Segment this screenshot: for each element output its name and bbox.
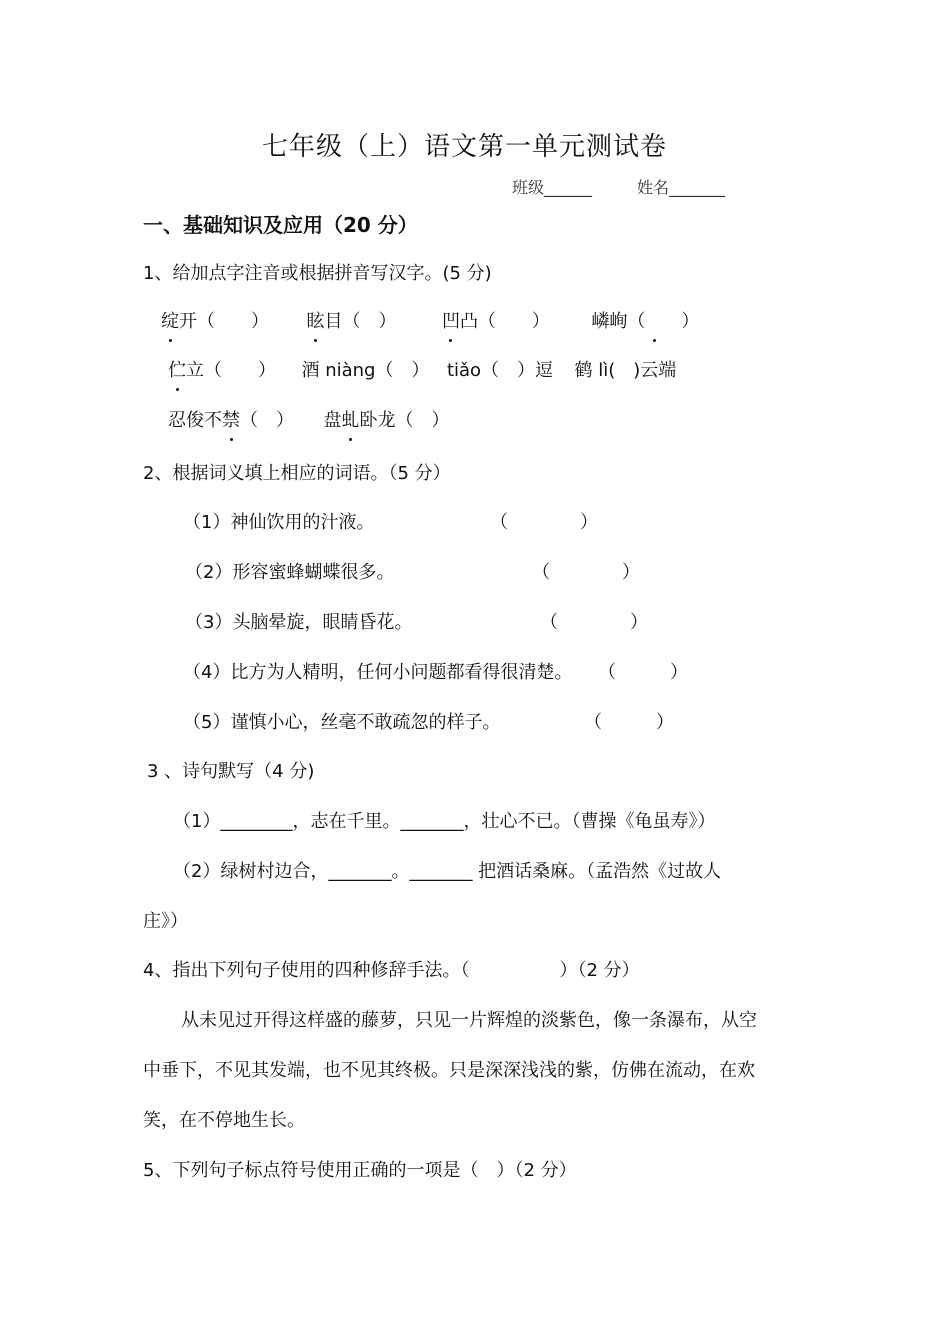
name-field[interactable]: 姓名_______	[637, 178, 726, 197]
q4-paragraph-line: 从未见过开得这样盛的藤萝，只见一片辉煌的淡紫色，像一条瀑布，从空	[181, 1010, 757, 1031]
page-title: 七年级（上）语文第一单元测试卷	[262, 132, 668, 162]
q2-item-text: （2）形容蜜蜂蝴蝶很多。	[185, 562, 395, 583]
dotted-char: 伫	[168, 360, 186, 381]
q1-row1	[161, 310, 699, 334]
q2-item-blank[interactable]: （ ）	[540, 612, 648, 633]
q2-item-text: （3）头脑晕旋，眼睛昏花。	[185, 612, 413, 633]
q1-word10	[323, 410, 449, 431]
q4-heading: 4、指出下列句子使用的四种修辞手法。（ ）（2 分）	[143, 960, 640, 981]
q5-heading: 5、下列句子标点符号使用正确的一项是（ ）（2 分）	[143, 1160, 577, 1181]
dotted-char: 眩	[306, 311, 325, 332]
q2-item-blank[interactable]: （ ）	[490, 512, 598, 533]
q4-paragraph-line: 笑，在不停地生长。	[143, 1110, 305, 1131]
dotted-char: 凹	[441, 311, 460, 332]
dotted-char: 禁	[222, 410, 240, 431]
q1-word4	[591, 311, 699, 332]
word-start: 盘	[323, 410, 342, 431]
word-rest: 开（ ）	[179, 311, 269, 332]
section-heading: 一、基础知识及应用（20 分）	[143, 213, 418, 237]
q4-paragraph-line: 中垂下，不见其发端，也不见其终极。只是深深浅浅的紫，仿佛在流动，在欢	[143, 1060, 755, 1081]
q1-heading: 1、给加点字注音或根据拼音写汉字。(5 分)	[143, 263, 492, 284]
word-start: 嶙	[591, 311, 610, 332]
q2-item-blank[interactable]: （ ）	[584, 712, 674, 733]
q1-row3	[168, 409, 449, 433]
word-rest: 卧龙（ ）	[359, 410, 450, 431]
q1-row2	[168, 359, 676, 383]
word-rest: 目（ ）	[324, 311, 397, 332]
q1-word6: 酒 niàng（ ）	[301, 360, 430, 381]
q3-line3: 庄》）	[143, 911, 188, 932]
q3-line1: （1）________，志在千里。_______，壮心不已。（曹操《龟虽寿》）	[173, 811, 716, 832]
q3-line2: （2）绿树村边合，_______。_______ 把酒话桑麻。（孟浩然《过故人	[173, 861, 722, 882]
q2-item-blank[interactable]: （ ）	[532, 562, 640, 583]
dotted-char: 峋（ ）	[609, 311, 700, 332]
q2-item-text: （1）神仙饮用的汁液。	[183, 512, 375, 533]
q1-word8: 鹤 lì( )云端	[574, 360, 677, 381]
q1-word7: tiǎo（ ）逗	[446, 360, 554, 381]
q1-word2	[306, 311, 396, 332]
word-start: 忍俊不	[168, 410, 222, 431]
q2-heading: 2、根据词义填上相应的词语。（5 分）	[143, 463, 451, 484]
q1-word1	[161, 311, 269, 332]
dotted-char: 虬	[341, 410, 360, 431]
q3-heading: 3 、诗句默写（4 分)	[147, 761, 315, 782]
word-rest: 立（ ）	[186, 360, 276, 381]
q2-item-blank[interactable]: （ ）	[598, 662, 688, 683]
q1-word3	[442, 311, 550, 332]
word-rest: 凸（ ）	[459, 311, 550, 332]
dotted-char: 绽	[161, 311, 179, 332]
q2-item-text: （5）谨慎小心，丝毫不敢疏忽的样子。	[183, 712, 501, 733]
word-rest: （ ）	[240, 410, 294, 431]
q1-word9	[168, 410, 294, 431]
q1-word5	[168, 360, 276, 381]
q2-item-text: （4）比方为人精明，任何小问题都看得很清楚。	[183, 662, 573, 683]
class-field[interactable]: 班级______	[512, 178, 593, 197]
